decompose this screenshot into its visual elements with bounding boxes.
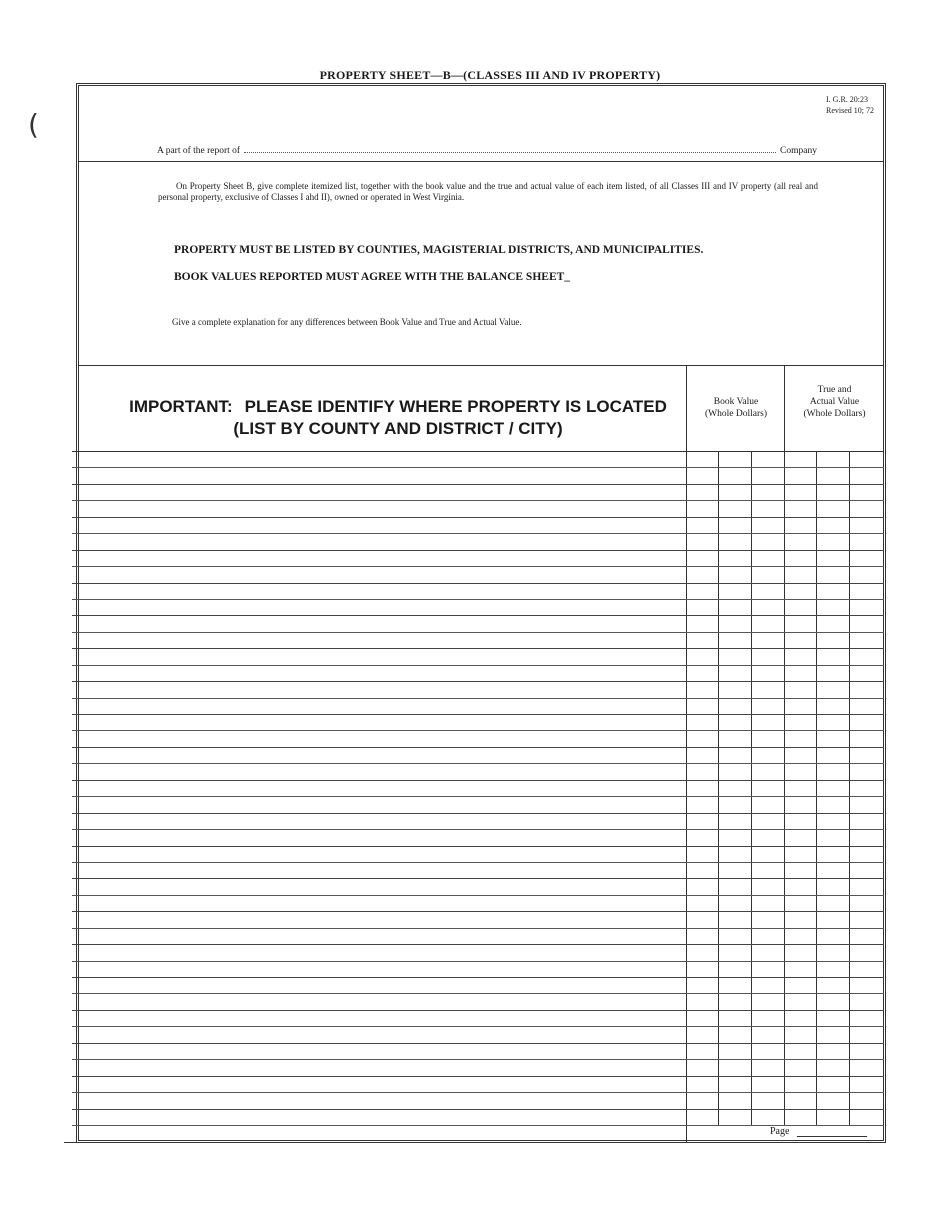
table-row[interactable] [72, 468, 884, 484]
table-row[interactable] [72, 962, 884, 978]
important-line-1: PLEASE IDENTIFY WHERE PROPERTY IS LOCATED [244, 397, 667, 416]
table-row[interactable] [72, 863, 884, 879]
table-row[interactable] [72, 748, 884, 764]
page-label: Page [770, 1126, 790, 1137]
report-suffix: Company [780, 146, 817, 156]
table-row[interactable] [72, 912, 884, 928]
important-line-2: (LIST BY COUNTY AND DISTRICT / CITY) [233, 419, 563, 438]
table-row[interactable] [72, 731, 884, 747]
table-row[interactable] [72, 994, 884, 1010]
table-row[interactable] [72, 551, 884, 567]
sheet-title: PROPERTY SHEET—B—(CLASSES III AND IV PROPERTY) [319, 68, 661, 82]
table-row[interactable] [72, 616, 884, 632]
table-row[interactable] [72, 1077, 884, 1093]
table-row[interactable] [72, 1027, 884, 1043]
table-row[interactable] [72, 534, 884, 550]
table-row[interactable] [72, 699, 884, 715]
true-value-header-line1: True and [817, 385, 852, 395]
table-row[interactable] [72, 600, 884, 616]
table-row[interactable] [72, 666, 884, 682]
table-row[interactable] [72, 945, 884, 961]
table-row[interactable] [72, 1093, 884, 1109]
important-notice [112, 396, 684, 440]
table-row[interactable] [72, 1044, 884, 1060]
table-row[interactable] [72, 567, 884, 583]
table-row[interactable] [72, 830, 884, 846]
table-row[interactable] [72, 781, 884, 797]
table-row[interactable] [72, 896, 884, 912]
form-identifier [826, 94, 874, 116]
table-row[interactable] [72, 929, 884, 945]
report-of-line [157, 146, 817, 156]
table-row[interactable] [72, 649, 884, 665]
section-divider [79, 161, 883, 162]
important-label: IMPORTANT: [129, 397, 233, 416]
book-value-header-line2: (Whole Dollars) [705, 409, 767, 419]
table-row[interactable] [72, 633, 884, 649]
table-row[interactable] [72, 1110, 884, 1126]
table-row[interactable] [72, 1060, 884, 1076]
table-row[interactable] [72, 879, 884, 895]
form-id-code: I. G.R. 20:23 [826, 95, 868, 104]
instructions-paragraph: On Property Sheet B, give complete itemized list, together with the book value and the true and actual value of each item listed, of all Classes III and IV property (all real and personal property, exclusive of Classes I ahd II), owned or operated in West Virginia. [158, 181, 818, 202]
table-row[interactable] [72, 682, 884, 698]
table-row[interactable] [72, 797, 884, 813]
company-name-field[interactable] [244, 146, 776, 153]
true-value-header-line2: Actual Value [809, 397, 860, 407]
listing-requirement: PROPERTY MUST BE LISTED BY COUNTIES, MAGISTERIAL DISTRICTS, AND MUNICIPALITIES. [174, 244, 704, 256]
true-value-header [786, 384, 883, 420]
true-value-header-line3: (Whole Dollars) [803, 409, 866, 419]
report-prefix: A part of the report of [157, 146, 241, 156]
table-row[interactable] [72, 847, 884, 863]
table-row[interactable] [72, 584, 884, 600]
balance-sheet-requirement: BOOK VALUES REPORTED MUST AGREE WITH THE BALANCE SHEET_ [174, 271, 571, 283]
explanation-note: Give a complete explanation for any differences between Book Value and True and Actual Value. [172, 317, 522, 327]
page-number-field[interactable] [797, 1136, 867, 1137]
table-row[interactable] [72, 501, 884, 517]
table-row[interactable] [72, 814, 884, 830]
table-top-rule [79, 365, 883, 366]
table-row[interactable] [72, 1011, 884, 1027]
table-row[interactable] [72, 715, 884, 731]
form-revised-date: Revised 10; 72 [826, 106, 874, 115]
punch-mark: ( [28, 108, 39, 141]
book-value-header-line1: Book Value [713, 397, 759, 407]
table-row[interactable] [72, 452, 884, 468]
table-row[interactable] [72, 978, 884, 994]
table-row[interactable] [72, 764, 884, 780]
book-value-header [687, 396, 785, 420]
table-row[interactable] [72, 485, 884, 501]
form-bottom-rule [64, 1142, 876, 1143]
table-row[interactable] [72, 518, 884, 534]
